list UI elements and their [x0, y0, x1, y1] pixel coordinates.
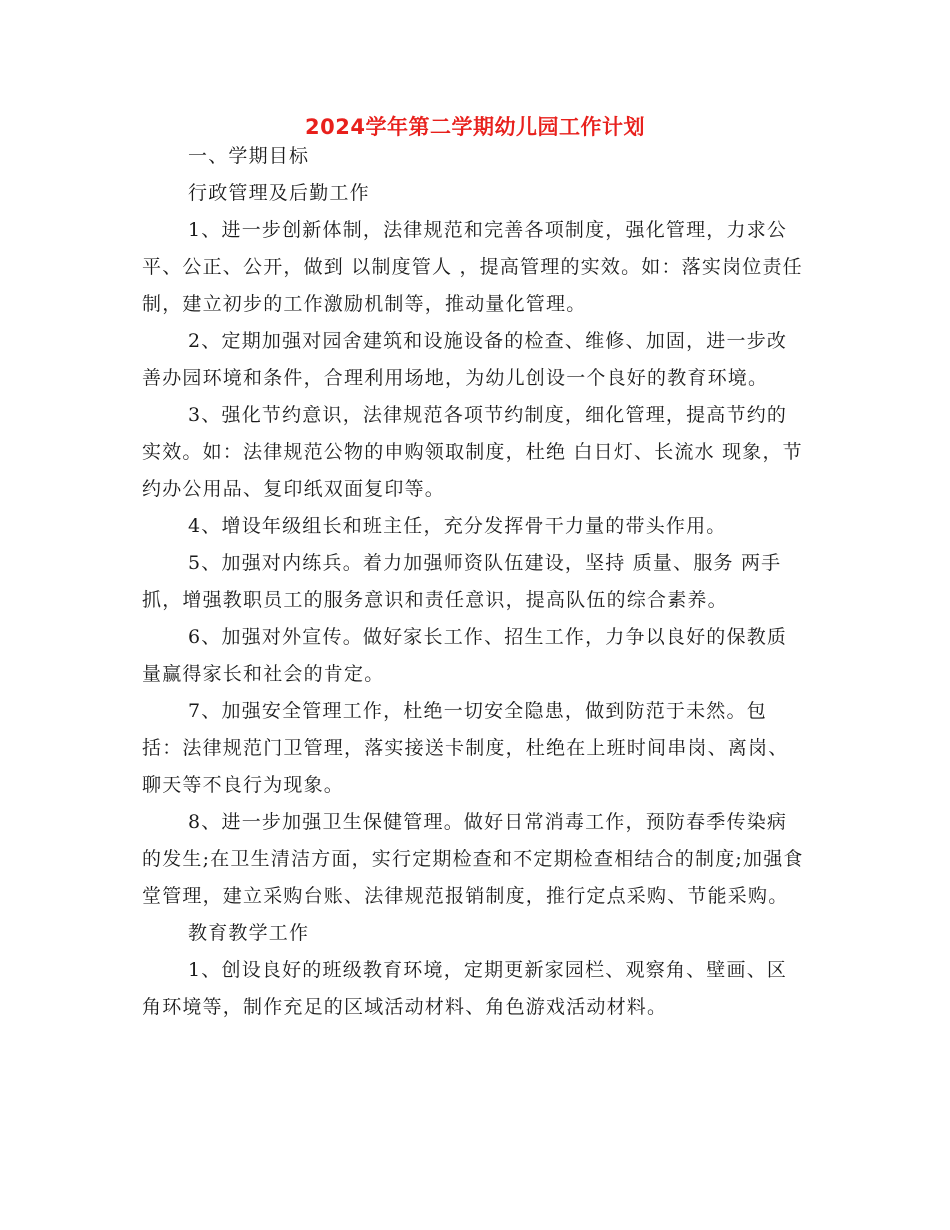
paragraph-admin-7: 7、加强安全管理工作，杜绝一切安全隐患，做到防范于未然。包括：法律规范门卫管理，落实接送卡制度，杜绝在上班时间串岗、离岗、聊天等不良行为现象。: [142, 700, 789, 796]
paragraph-admin-4: 4、增设年级组长和班主任，充分发挥骨干力量的带头作用。: [188, 515, 727, 537]
section-heading-goals: 一、学期目标: [188, 145, 310, 167]
paragraph-teaching-1: 1、创设良好的班级教育环境，定期更新家园栏、观察角、壁画、区角环境等，制作充足的区域活动材料、角色游戏活动材料。: [142, 959, 788, 1018]
paragraph-admin-1: 1、进一步创新体制，法律规范和完善各项制度，强化管理，力求公平、公正、公开，做到 以制度管人 ，提高管理的实效。如：落实岗位责任制，建立初步的工作激励机制等，推动量化管理。: [142, 219, 803, 315]
paragraph-admin-8: 8、进一步加强卫生保健管理。做好日常消毒工作，预防春季传染病的发生;在卫生清洁方面，实行定期检查和不定期检查相结合的制度;加强食堂管理，建立采购台账、法律规范报销制度，推行定点采购、节能采购。: [142, 811, 804, 907]
section-heading-admin: 行政管理及后勤工作: [188, 182, 370, 204]
document-body: [142, 138, 807, 1026]
document-title: 2024学年第二学期幼儿园工作计划: [305, 115, 645, 139]
paragraph-admin-3: 3、强化节约意识，法律规范各项节约制度，细化管理，提高节约的实效。如：法律规范公物的申购领取制度，杜绝 白日灯、长流水 现象，节约办公用品、复印纸双面复印等。: [142, 404, 803, 500]
paragraph-admin-5: 5、加强对内练兵。着力加强师资队伍建设，坚持 质量、服务 两手抓，增强教职员工的服务意识和责任意识，提高队伍的综合素养。: [142, 552, 782, 611]
section-heading-teaching: 教育教学工作: [188, 922, 310, 944]
paragraph-admin-6: 6、加强对外宣传。做好家长工作、招生工作，力争以良好的保教质量赢得家长和社会的肯定。: [142, 626, 788, 685]
paragraph-admin-2: 2、定期加强对园舍建筑和设施设备的检查、维修、加固，进一步改善办园环境和条件，合理利用场地，为幼儿创设一个良好的教育环境。: [142, 330, 788, 389]
